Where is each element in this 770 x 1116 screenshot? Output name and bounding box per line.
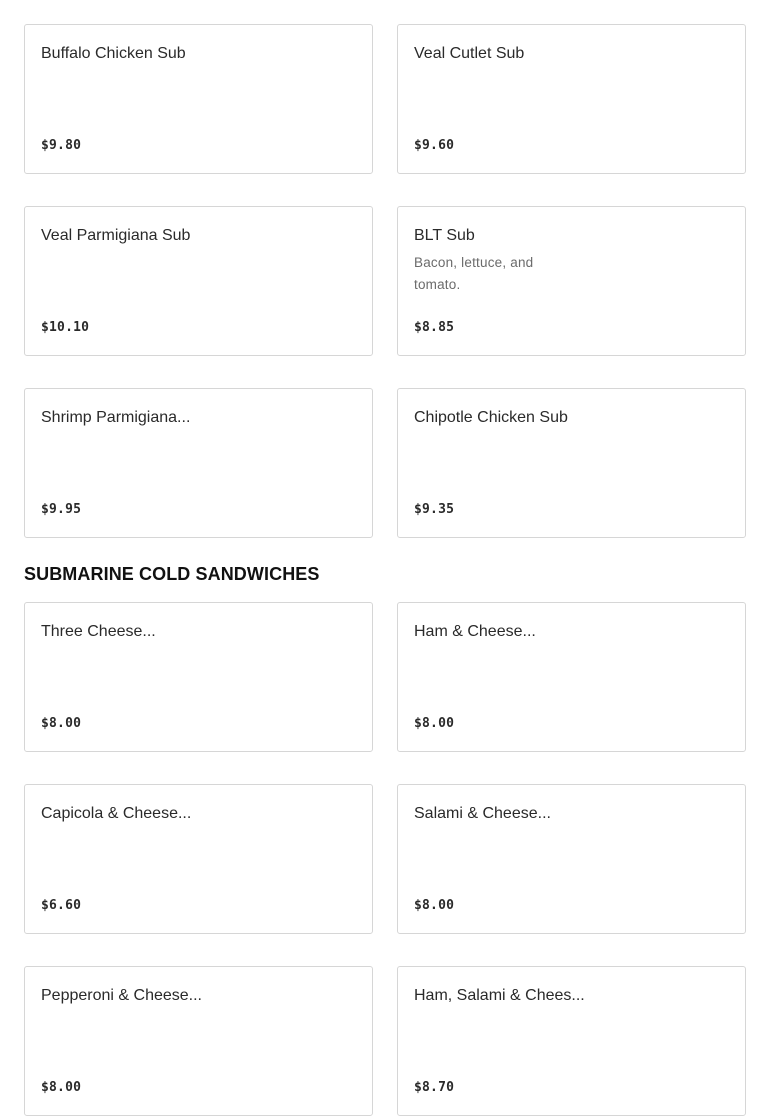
menu-item-price: $8.85 xyxy=(414,320,455,335)
menu-item-name: Veal Parmigiana Sub xyxy=(41,227,191,244)
menu-item-card[interactable] xyxy=(24,602,373,752)
menu-item-price: $9.60 xyxy=(414,138,455,153)
menu-item-card[interactable] xyxy=(397,388,746,538)
menu-item-price: $8.00 xyxy=(414,898,455,913)
menu-item-description: Bacon, lettuce, and tomato. xyxy=(414,255,534,292)
menu-item-price: $8.70 xyxy=(414,1080,455,1095)
menu-item-card[interactable] xyxy=(397,24,746,174)
menu-item-card[interactable] xyxy=(24,966,373,1116)
section-heading-submarine-cold-sandwiches: SUBMARINE COLD SANDWICHES xyxy=(24,564,320,584)
menu-item-grid-hot-subs xyxy=(24,24,746,538)
menu-item-card[interactable] xyxy=(24,784,373,934)
menu-item-price: $8.00 xyxy=(41,716,82,731)
menu-item-name: Chipotle Chicken Sub xyxy=(414,409,568,426)
menu-item-name: Capicola & Cheese... xyxy=(41,805,192,822)
menu-item-name: Ham, Salami & Chees... xyxy=(414,987,585,1004)
menu-item-name: BLT Sub xyxy=(414,227,475,244)
menu-item-card[interactable] xyxy=(397,206,746,356)
menu-page xyxy=(24,24,746,1116)
menu-item-card[interactable] xyxy=(397,784,746,934)
menu-item-card[interactable] xyxy=(397,966,746,1116)
menu-item-price: $6.60 xyxy=(41,898,82,913)
menu-item-name: Buffalo Chicken Sub xyxy=(41,45,186,62)
menu-item-price: $9.35 xyxy=(414,502,455,517)
menu-item-name: Veal Cutlet Sub xyxy=(414,45,525,62)
menu-item-name: Three Cheese... xyxy=(41,623,156,640)
menu-item-card[interactable] xyxy=(24,388,373,538)
menu-item-card[interactable] xyxy=(24,24,373,174)
menu-item-name: Pepperoni & Cheese... xyxy=(41,987,202,1004)
menu-item-name: Ham & Cheese... xyxy=(414,623,536,640)
menu-item-price: $8.00 xyxy=(41,1080,82,1095)
menu-item-price: $9.80 xyxy=(41,138,82,153)
menu-item-name: Salami & Cheese... xyxy=(414,805,551,822)
menu-item-price: $9.95 xyxy=(41,502,82,517)
menu-item-card[interactable] xyxy=(397,602,746,752)
menu-item-price: $10.10 xyxy=(41,320,90,335)
menu-item-price: $8.00 xyxy=(414,716,455,731)
menu-item-grid-cold-subs xyxy=(24,602,746,1116)
menu-item-name: Shrimp Parmigiana... xyxy=(41,409,191,426)
menu-item-card[interactable] xyxy=(24,206,373,356)
